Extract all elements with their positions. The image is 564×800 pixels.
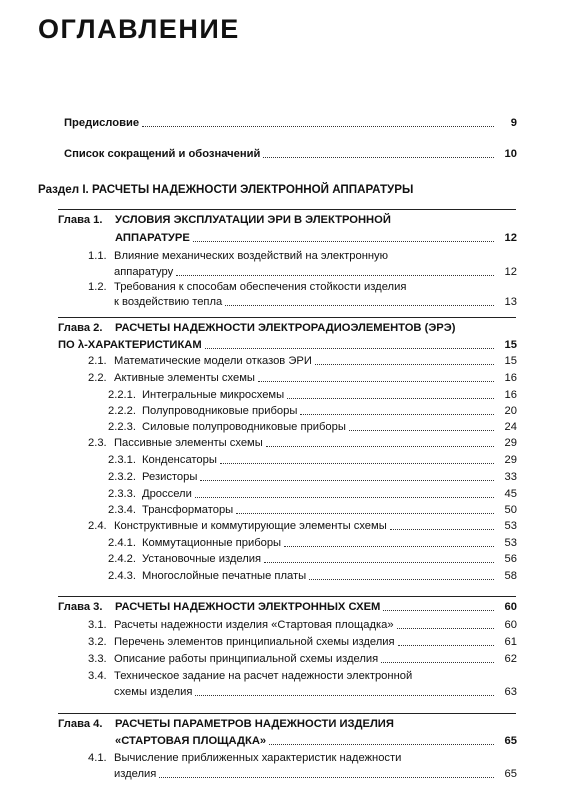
- toc-section-3-4-line1[interactable]: [88, 670, 412, 683]
- toc-section-number: 2.4.2.: [108, 553, 136, 565]
- toc-section-number: 2.2.1.: [108, 389, 136, 401]
- dot-leader: [284, 546, 494, 547]
- toc-section-number: 2.4.3.: [108, 570, 136, 582]
- toc-page-number: 20: [504, 405, 517, 417]
- toc-subsection-2-3-2[interactable]: [108, 471, 517, 484]
- toc-page-number: 56: [504, 553, 517, 565]
- toc-page-number: 60: [504, 601, 517, 613]
- toc-section-2-2[interactable]: [88, 372, 517, 385]
- dot-leader: [195, 695, 494, 696]
- toc-entry-text: Резисторы: [142, 471, 198, 483]
- toc-chapter-4-line2[interactable]: [115, 735, 517, 748]
- toc-page-number: 65: [504, 768, 517, 780]
- toc-section-number: 3.1.: [88, 619, 107, 631]
- toc-entry-text: изделия: [114, 768, 157, 780]
- toc-entry-text: РАСЧЕТЫ ПАРАМЕТРОВ НАДЕЖНОСТИ ИЗДЕЛИЯ: [115, 718, 394, 730]
- toc-subsection-2-3-1[interactable]: [108, 454, 517, 467]
- toc-subsection-2-3-3[interactable]: [108, 488, 517, 501]
- toc-chapter-2-line1[interactable]: [58, 322, 455, 335]
- toc-part-heading: Раздел I. РАСЧЕТЫ НАДЕЖНОСТИ ЭЛЕКТРОННОЙ АППАРАТУРЫ: [38, 183, 414, 196]
- toc-section-number: 2.3.1.: [108, 454, 136, 466]
- toc-section-4-1-line2[interactable]: [114, 768, 517, 781]
- dot-leader: [383, 610, 494, 611]
- dot-leader: [205, 348, 494, 349]
- toc-section-number: 2.1.: [88, 355, 107, 367]
- toc-chapter-1-line1[interactable]: [58, 214, 391, 227]
- toc-chapter-number: Глава 3.: [58, 601, 103, 613]
- toc-section-number: 2.3.: [88, 437, 107, 449]
- dot-leader: [159, 777, 494, 778]
- dot-leader: [264, 562, 494, 563]
- toc-section-1-2-line1[interactable]: [88, 281, 406, 294]
- toc-entry-text: Описание работы принципиальной схемы изделия: [114, 653, 379, 665]
- toc-section-number: 2.4.: [88, 520, 107, 532]
- toc-subsection-2-2-3[interactable]: [108, 421, 517, 434]
- toc-entry-text: аппаратуру: [114, 266, 174, 278]
- toc-section-2-4[interactable]: [88, 520, 517, 533]
- toc-page-number: 62: [504, 653, 517, 665]
- toc-page-number: 58: [504, 570, 517, 582]
- dot-leader: [269, 744, 494, 745]
- dot-leader: [195, 497, 494, 498]
- dot-leader: [266, 446, 494, 447]
- toc-entry-text: Расчеты надежности изделия «Стартовая площадка»: [114, 619, 394, 631]
- dot-leader: [142, 126, 494, 127]
- toc-section-2-1[interactable]: [88, 355, 517, 368]
- toc-section-number: 2.3.2.: [108, 471, 136, 483]
- toc-page-number: 10: [504, 148, 517, 160]
- toc-entry-abbreviations[interactable]: [64, 148, 517, 161]
- toc-entry-text: Перечень элементов принципиальной схемы изделия: [114, 636, 395, 648]
- toc-chapter-3[interactable]: [58, 601, 517, 614]
- toc-page-number: 33: [504, 471, 517, 483]
- toc-page-number: 50: [504, 504, 517, 516]
- toc-section-number: 1.2.: [88, 281, 107, 293]
- toc-section-number: 3.3.: [88, 653, 107, 665]
- dot-leader: [397, 628, 494, 629]
- toc-section-number: 2.2.: [88, 372, 107, 384]
- toc-section-3-3[interactable]: [88, 653, 517, 666]
- toc-section-number: 2.4.1.: [108, 537, 136, 549]
- toc-page-number: 53: [504, 537, 517, 549]
- toc-page-number: 9: [510, 117, 517, 129]
- dot-leader: [390, 529, 494, 530]
- toc-entry-text: к воздействию тепла: [114, 296, 223, 308]
- toc-page-number: 24: [504, 421, 517, 433]
- toc-entry-text: Влияние механических воздействий на электронную: [114, 250, 389, 262]
- toc-entry-text: Активные элементы схемы: [114, 372, 255, 384]
- toc-page-number: 29: [504, 454, 517, 466]
- toc-section-number: 4.1.: [88, 752, 107, 764]
- toc-entry-text: Трансформаторы: [142, 504, 234, 516]
- toc-page-number: 53: [504, 520, 517, 532]
- dot-leader: [398, 645, 494, 646]
- toc-page-number: 61: [504, 636, 517, 648]
- toc-entry-text: схемы изделия: [114, 686, 193, 698]
- toc-entry-text: Пассивные элементы схемы: [114, 437, 263, 449]
- dot-leader: [200, 480, 494, 481]
- dot-leader: [236, 513, 494, 514]
- toc-section-1-1-line1[interactable]: [88, 250, 388, 263]
- chapter-divider: [58, 713, 516, 714]
- toc-chapter-4-line1[interactable]: [58, 718, 394, 731]
- toc-page-number: 65: [504, 735, 517, 747]
- toc-page-number: 16: [504, 389, 517, 401]
- toc-entry-text: РАСЧЕТЫ НАДЕЖНОСТИ ЭЛЕКТРОРАДИОЭЛЕМЕНТОВ (ЭРЭ): [115, 322, 456, 334]
- toc-section-2-3[interactable]: [88, 437, 517, 450]
- dot-leader: [263, 157, 494, 158]
- toc-page-number: 60: [504, 619, 517, 631]
- toc-section-3-2[interactable]: [88, 636, 517, 649]
- toc-entry-text: Конструктивные и коммутирующие элементы схемы: [114, 520, 387, 532]
- toc-page-number: 45: [504, 488, 517, 500]
- toc-section-number: 1.1.: [88, 250, 107, 262]
- toc-section-number: 2.3.3.: [108, 488, 136, 500]
- toc-section-4-1-line1[interactable]: [88, 752, 401, 765]
- toc-subsection-2-2-2[interactable]: [108, 405, 517, 418]
- toc-entry-text: Список сокращений и обозначений: [64, 148, 261, 160]
- toc-section-number: 2.3.4.: [108, 504, 136, 516]
- toc-entry-text: Силовые полупроводниковые приборы: [142, 421, 346, 433]
- toc-chapter-number: Глава 4.: [58, 718, 103, 730]
- toc-entry-text: Коммутационные приборы: [142, 537, 282, 549]
- toc-section-number: 3.2.: [88, 636, 107, 648]
- toc-entry-text: Предисловие: [64, 117, 140, 129]
- toc-section-number: 2.2.2.: [108, 405, 136, 417]
- toc-entry-text: Конденсаторы: [142, 454, 217, 466]
- chapter-divider: [58, 209, 516, 210]
- dot-leader: [315, 364, 494, 365]
- toc-entry-text: Техническое задание на расчет надежности электронной: [114, 670, 413, 682]
- toc-chapter-number: Глава 2.: [58, 322, 103, 334]
- chapter-divider: [58, 317, 516, 318]
- toc-subsection-2-4-3[interactable]: [108, 570, 517, 583]
- toc-entry-text: Установочные изделия: [142, 553, 262, 565]
- toc-section-number: 2.2.3.: [108, 421, 136, 433]
- toc-entry-text: УСЛОВИЯ ЭКСПЛУАТАЦИИ ЭРИ В ЭЛЕКТРОННОЙ: [115, 214, 391, 226]
- toc-section-3-4-line2[interactable]: [114, 686, 517, 699]
- toc-entry-text: Вычисление приближенных характеристик надежности: [114, 752, 402, 764]
- chapter-divider: [58, 596, 516, 597]
- toc-entry-text: Требования к способам обеспечения стойкости изделия: [114, 281, 407, 293]
- toc-entry-text: АППАРАТУРЕ: [115, 232, 190, 244]
- toc-entry-text: «СТАРТОВАЯ ПЛОЩАДКА»: [115, 735, 267, 747]
- dot-leader: [220, 463, 494, 464]
- toc-section-3-1[interactable]: [88, 619, 517, 632]
- toc-page-number: 13: [504, 296, 517, 308]
- dot-leader: [258, 381, 494, 382]
- toc-section-number: 3.4.: [88, 670, 107, 682]
- toc-entry-text: Многослойные печатные платы: [142, 570, 307, 582]
- toc-page-number: 15: [504, 339, 517, 351]
- toc-page-number: 12: [504, 232, 517, 244]
- toc-page-number: 29: [504, 437, 517, 449]
- toc-subsection-2-4-1[interactable]: [108, 537, 517, 550]
- toc-entry-text: РАСЧЕТЫ НАДЕЖНОСТИ ЭЛЕКТРОННЫХ СХЕМ: [115, 601, 381, 613]
- dot-leader: [193, 241, 494, 242]
- dot-leader: [349, 430, 494, 431]
- dot-leader: [309, 579, 494, 580]
- toc-entry-preface[interactable]: [64, 117, 517, 130]
- toc-section-1-2-line2[interactable]: [114, 296, 517, 309]
- dot-leader: [300, 414, 494, 415]
- toc-entry-text: ПО λ-ХАРАКТЕРИСТИКАМ: [58, 339, 202, 351]
- dot-leader: [287, 398, 494, 399]
- dot-leader: [381, 662, 494, 663]
- toc-chapter-number: Глава 1.: [58, 214, 103, 226]
- toc-subsection-2-2-1[interactable]: [108, 389, 517, 402]
- toc-page-number: 15: [504, 355, 517, 367]
- toc-entry-text: Математические модели отказов ЭРИ: [114, 355, 312, 367]
- toc-section-1-1-line2[interactable]: [114, 266, 517, 279]
- dot-leader: [176, 275, 494, 276]
- page-title: ОГЛАВЛЕНИЕ: [38, 14, 240, 44]
- toc-subsection-2-4-2[interactable]: [108, 553, 517, 566]
- dot-leader: [225, 305, 494, 306]
- toc-chapter-1-line2[interactable]: [115, 232, 517, 245]
- toc-entry-text: Дроссели: [142, 488, 192, 500]
- toc-page-number: 16: [504, 372, 517, 384]
- toc-subsection-2-3-4[interactable]: [108, 504, 517, 517]
- toc-chapter-2-line2[interactable]: [58, 339, 517, 352]
- toc-page-number: 63: [504, 686, 517, 698]
- toc-entry-text: Интегральные микросхемы: [142, 389, 285, 401]
- toc-entry-text: Полупроводниковые приборы: [142, 405, 298, 417]
- toc-page-number: 12: [504, 266, 517, 278]
